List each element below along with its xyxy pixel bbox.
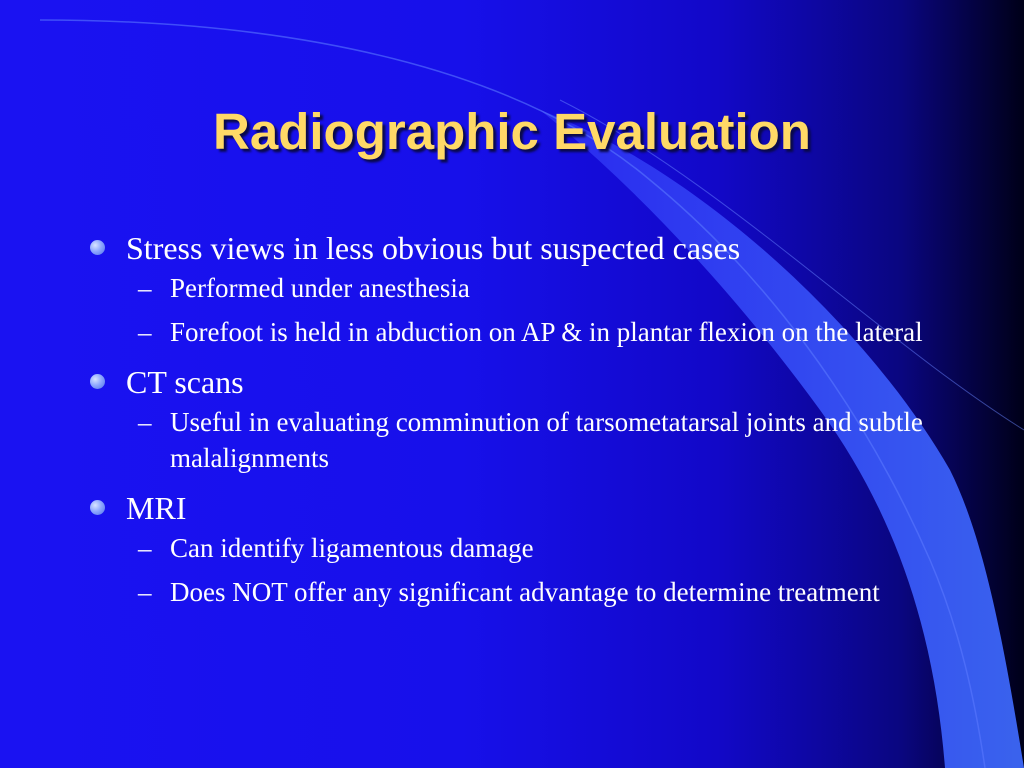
sub-bullet-text: Does NOT offer any significant advantage to determine treatment (170, 577, 880, 607)
sub-bullet-text: Can identify ligamentous damage (170, 533, 534, 563)
dash-marker: – (138, 533, 152, 563)
round-bullet-icon (90, 374, 105, 389)
bullet-item (88, 488, 948, 528)
slide-title: Radiographic Evaluation (213, 103, 811, 160)
sub-bullet-item (88, 314, 948, 350)
sub-bullet-item (88, 530, 948, 566)
dash-marker: – (138, 317, 152, 347)
bullet-text: CT scans (126, 364, 244, 400)
bullet-item (88, 362, 948, 402)
round-bullet-icon (90, 240, 105, 255)
dash-marker: – (138, 577, 152, 607)
round-bullet-icon (90, 500, 105, 515)
sub-bullet-item (88, 574, 948, 610)
sub-bullet-item (88, 404, 948, 476)
bullet-list (88, 228, 948, 610)
bullet-item (88, 228, 948, 268)
sub-bullet-text: Forefoot is held in abduction on AP & in plantar flexion on the lateral (170, 317, 923, 347)
sub-bullet-item (88, 270, 948, 306)
dash-marker: – (138, 273, 152, 303)
bullet-text: MRI (126, 490, 187, 526)
sub-bullet-text: Useful in evaluating comminution of tarsometatarsal joints and subtle malalignments (170, 407, 923, 473)
bullet-text: Stress views in less obvious but suspected cases (126, 230, 741, 266)
dash-marker: – (138, 407, 152, 437)
sub-bullet-text: Performed under anesthesia (170, 273, 470, 303)
